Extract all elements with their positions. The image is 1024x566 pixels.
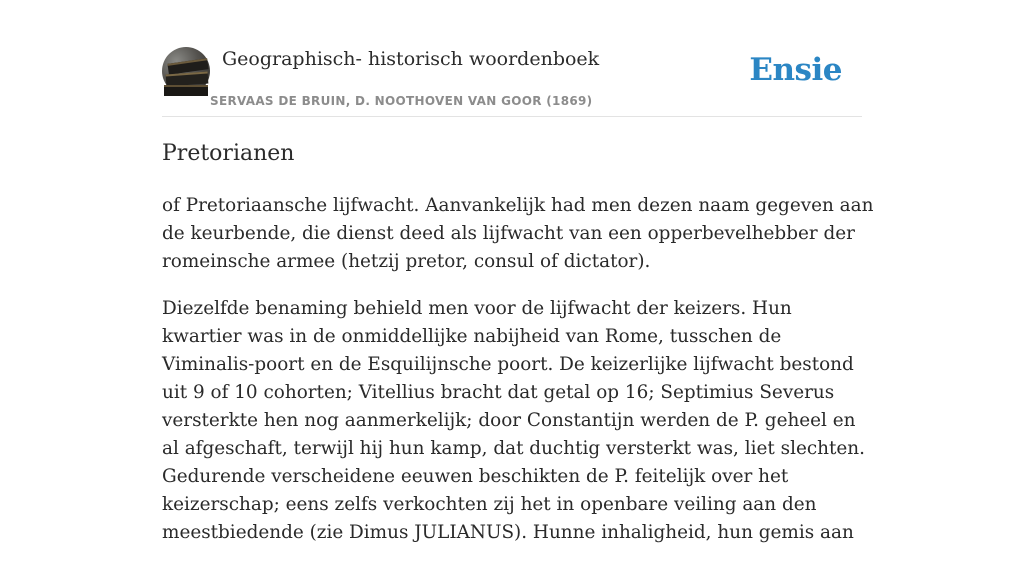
book-author: SERVAAS DE BRUIN, D. NOOTHOVEN VAN GOOR (1869) xyxy=(210,94,593,108)
entry-body xyxy=(162,192,874,566)
source-header xyxy=(162,46,862,117)
ensie-logo[interactable]: Ensie xyxy=(749,52,842,88)
entry-paragraph: of Pretoriaansche lijfwacht. Aanvankelijk had men dezen naam gegeven aan de keurbende, die dienst deed als lijfwacht van een opperbevelhebber der romeinsche armee (hetzij pretor, consul of dictator). xyxy=(162,195,874,272)
entry-title: Pretorianen xyxy=(162,141,295,166)
entry-paragraph: Diezelfde benaming behield men voor de lijfwacht der keizers. Hun kwartier was in de onmiddellijke nabijheid van Rome, tusschen de Viminalis-poort en de Esquilijnsche poort. De keizerlijke lijfwacht bestond uit 9 of 10 cohorten; Vitellius bracht dat getal op 16; Septimius Severus versterkte hen nog aanmerkelijk; door Constantijn werden de P. geheel en al afgeschaft, terwijl hij hun kamp, dat duchtig versterkt was, liet slechten. Gedurende verscheidene eeuwen beschikten de P. feitelijk over het keizerschap; eens zelfs verkochten zij het in openbare veiling aan den meestbiedende (zie Dimus JULIANUS). Hunne inhaligheid, hun gemis aan xyxy=(162,298,865,543)
book-title-link[interactable]: Geographisch- historisch woordenboek xyxy=(222,48,600,70)
book-stack-icon[interactable] xyxy=(162,47,210,95)
